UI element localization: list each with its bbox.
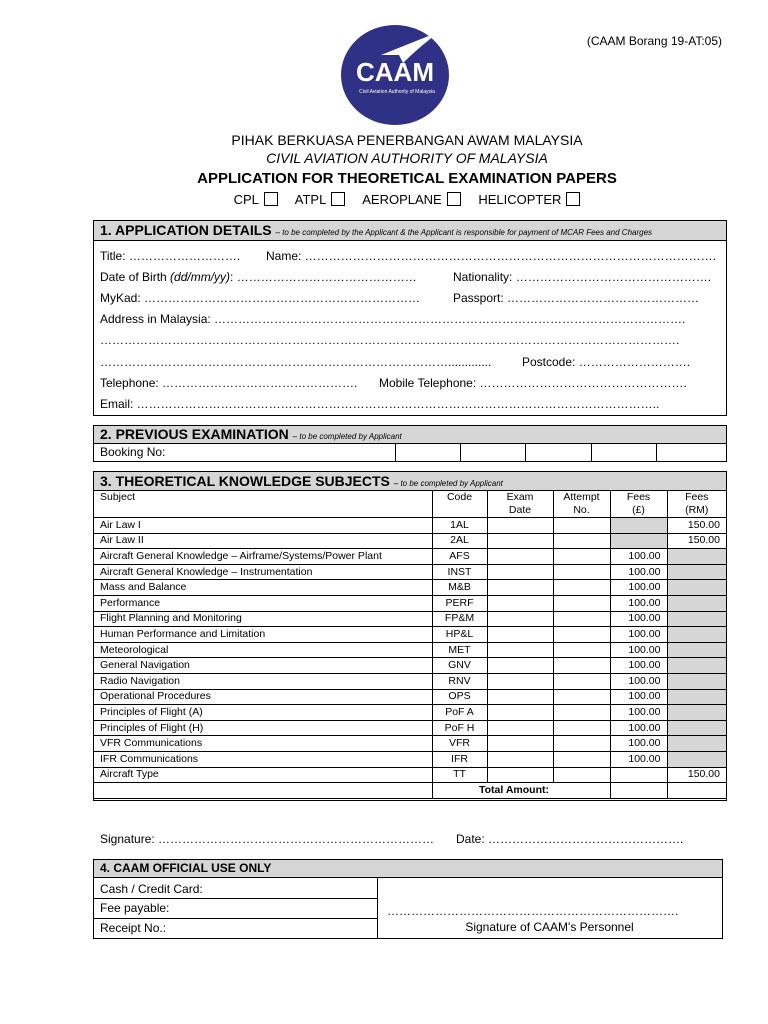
fee-rm-cell (667, 580, 726, 596)
exam-date-cell[interactable] (487, 611, 553, 627)
col-subject: Subject (94, 491, 432, 518)
previous-examination-section (93, 425, 727, 462)
booking-row (94, 444, 726, 461)
table-row (94, 518, 726, 534)
col-attempt-no (553, 491, 610, 518)
attempt-cell[interactable] (553, 595, 610, 611)
fee-gbp-cell: 100.00 (610, 611, 667, 627)
attempt-cell[interactable] (553, 627, 610, 643)
total-label: Total Amount: (432, 783, 610, 799)
fee-rm-cell (667, 642, 726, 658)
signature-date-field[interactable]: Date: …………………………………………. (456, 832, 684, 846)
col-attempt-line1: Attempt (563, 491, 600, 503)
section-1-title: 1. APPLICATION DETAILS (100, 222, 272, 238)
section-2-note: – to be completed by Applicant (292, 432, 402, 441)
subject-cell: Human Performance and Limitation (94, 627, 432, 643)
total-rm-cell[interactable] (667, 783, 726, 799)
code-cell: VFR (432, 736, 487, 752)
attempt-cell[interactable] (553, 642, 610, 658)
fee-rm-cell: 150.00 (667, 518, 726, 534)
fee-gbp-cell: 100.00 (610, 627, 667, 643)
col-fees-gbp (610, 491, 667, 518)
subjects-table (94, 491, 726, 799)
code-cell: INST (432, 564, 487, 580)
booking-cell[interactable] (395, 444, 460, 461)
exam-date-cell[interactable] (487, 595, 553, 611)
subject-cell: Mass and Balance (94, 580, 432, 596)
mobile-telephone-field[interactable]: Mobile Telephone: ……………………………………………. (379, 376, 687, 390)
helicopter-checkbox[interactable] (566, 192, 580, 206)
applicant-signature-field[interactable]: Signature: …………………………………………………………… (100, 832, 435, 846)
licence-type-row (0, 192, 768, 207)
postcode-field[interactable]: Postcode: ………………………. (522, 355, 691, 369)
exam-date-cell[interactable] (487, 705, 553, 721)
fee-rm-cell (667, 673, 726, 689)
table-row (94, 642, 726, 658)
fee-gbp-cell (610, 533, 667, 549)
address-line-3[interactable]: ……………………………………………………………………………............. (100, 355, 492, 369)
table-row (94, 580, 726, 596)
type-label-helicopter: HELICOPTER (478, 192, 562, 207)
subject-cell: Performance (94, 595, 432, 611)
attempt-cell[interactable] (553, 533, 610, 549)
dob-label: Date of Birth (100, 270, 167, 284)
table-row (94, 705, 726, 721)
attempt-cell[interactable] (553, 549, 610, 565)
subject-cell: Flight Planning and Monitoring (94, 611, 432, 627)
exam-date-cell[interactable] (487, 673, 553, 689)
fee-rm-cell (667, 564, 726, 580)
name-field[interactable]: Name: …………………………………………………………………………………………. (266, 249, 717, 263)
exam-date-cell[interactable] (487, 767, 553, 783)
exam-date-cell[interactable] (487, 658, 553, 674)
col-fees-rm (667, 491, 726, 518)
subject-cell: Aircraft General Knowledge – Instrumentation (94, 564, 432, 580)
exam-date-cell[interactable] (487, 580, 553, 596)
fee-gbp-cell: 100.00 (610, 673, 667, 689)
authority-name-malay: PIHAK BERKUASA PENERBANGAN AWAM MALAYSIA (231, 132, 583, 148)
exam-date-cell[interactable] (487, 564, 553, 580)
exam-date-cell[interactable] (487, 533, 553, 549)
fee-gbp-cell (610, 767, 667, 783)
code-cell: OPS (432, 689, 487, 705)
aeroplane-checkbox[interactable] (447, 192, 461, 206)
attempt-cell[interactable] (553, 767, 610, 783)
fee-rm-cell: 150.00 (667, 533, 726, 549)
code-cell: PoF H (432, 720, 487, 736)
caam-logo (341, 25, 451, 125)
code-cell: 1AL (432, 518, 487, 534)
section-2-title: 2. PREVIOUS EXAMINATION (100, 426, 289, 442)
exam-date-cell[interactable] (487, 627, 553, 643)
subject-cell: Principles of Flight (A) (94, 705, 432, 721)
receipt-no-label: Receipt No.: (100, 921, 167, 935)
attempt-cell[interactable] (553, 751, 610, 767)
section-2-heading (94, 426, 726, 444)
subject-cell: Air Law II (94, 533, 432, 549)
attempt-cell[interactable] (553, 611, 610, 627)
section-3-heading (94, 472, 726, 491)
fee-gbp-cell: 100.00 (610, 549, 667, 565)
dob-field[interactable] (100, 270, 417, 284)
attempt-cell[interactable] (553, 564, 610, 580)
code-cell: 2AL (432, 533, 487, 549)
fee-gbp-cell: 100.00 (610, 658, 667, 674)
type-label-cpl: CPL (233, 192, 259, 207)
col-fees-rm-line2: (RM) (685, 504, 709, 516)
fee-rm-cell (667, 611, 726, 627)
form-reference: (CAAM Borang 19-AT:05) (586, 34, 722, 48)
exam-date-cell[interactable] (487, 549, 553, 565)
fee-rm-cell: 150.00 (667, 767, 726, 783)
col-code: Code (432, 491, 487, 518)
fee-gbp-cell: 100.00 (610, 580, 667, 596)
col-attempt-line2: No. (573, 504, 590, 516)
cpl-checkbox[interactable] (264, 192, 278, 206)
divider (94, 918, 377, 919)
nationality-field[interactable]: Nationality: …………………………………………. (453, 270, 712, 284)
table-row (94, 751, 726, 767)
table-row (94, 658, 726, 674)
booking-cell[interactable] (460, 444, 525, 461)
col-exam-date (487, 491, 553, 518)
attempt-cell[interactable] (553, 580, 610, 596)
dob-dots: : ……………………………………… (230, 270, 417, 284)
table-row (94, 611, 726, 627)
table-row (94, 689, 726, 705)
table-row (94, 549, 726, 565)
code-cell: RNV (432, 673, 487, 689)
table-row (94, 595, 726, 611)
attempt-cell[interactable] (553, 689, 610, 705)
address-line-2[interactable]: ………………………………………………………………………………………………………………………………. (100, 333, 680, 347)
fee-gbp-cell: 100.00 (610, 736, 667, 752)
fee-rm-cell (667, 751, 726, 767)
subject-cell: VFR Communications (94, 736, 432, 752)
fee-gbp-cell (610, 518, 667, 534)
table-row (94, 564, 726, 580)
col-exam-date-line2: Date (508, 504, 532, 516)
table-row (94, 533, 726, 549)
fee-gbp-cell: 100.00 (610, 689, 667, 705)
divider (94, 898, 377, 899)
fee-rm-cell (667, 595, 726, 611)
subject-cell: Operational Procedures (94, 689, 432, 705)
table-row (94, 736, 726, 752)
fee-rm-cell (667, 689, 726, 705)
booking-cell[interactable] (525, 444, 590, 461)
table-row (94, 673, 726, 689)
attempt-cell[interactable] (553, 720, 610, 736)
table-row (94, 767, 726, 783)
fee-gbp-cell: 100.00 (610, 720, 667, 736)
logo-acronym: CAAM (356, 57, 434, 87)
code-cell: FP&M (432, 611, 487, 627)
type-label-aeroplane: AEROPLANE (362, 192, 442, 207)
exam-date-cell[interactable] (487, 751, 553, 767)
attempt-cell[interactable] (553, 518, 610, 534)
mykad-field[interactable]: MyKad: …………………………………………………………… (100, 291, 421, 305)
official-use-section (93, 859, 723, 939)
personnel-signature-line[interactable]: ………………………………………………………………. (387, 904, 679, 918)
exam-date-cell[interactable] (487, 720, 553, 736)
fee-gbp-cell: 100.00 (610, 705, 667, 721)
col-exam-date-line1: Exam (506, 491, 534, 503)
subject-cell: General Navigation (94, 658, 432, 674)
email-field[interactable]: Email: ………………………………………………………………………………………………………………….. (100, 397, 660, 411)
table-row (94, 627, 726, 643)
cash-credit-label: Cash / Credit Card: (100, 882, 203, 896)
atpl-checkbox[interactable] (331, 192, 345, 206)
booking-cell[interactable] (591, 444, 656, 461)
title-field[interactable]: Title: ………………………. (100, 249, 241, 263)
subject-cell: IFR Communications (94, 751, 432, 767)
theoretical-subjects-section (93, 471, 727, 801)
subject-cell: Air Law I (94, 518, 432, 534)
application-details-section (93, 220, 727, 416)
code-cell: GNV (432, 658, 487, 674)
attempt-cell[interactable] (553, 705, 610, 721)
section-4-heading: 4. CAAM OFFICIAL USE ONLY (94, 860, 722, 878)
table-row (94, 720, 726, 736)
code-cell: MET (432, 642, 487, 658)
section-3-note: – to be completed by Applicant (393, 479, 503, 488)
authority-name-english: CIVIL AVIATION AUTHORITY OF MALAYSIA (266, 150, 548, 166)
subjects-body (94, 518, 726, 783)
subject-cell: Radio Navigation (94, 673, 432, 689)
fee-gbp-cell: 100.00 (610, 751, 667, 767)
subject-cell: Meteorological (94, 642, 432, 658)
fee-gbp-cell: 100.00 (610, 642, 667, 658)
passport-field[interactable]: Passport: ………………………………………… (453, 291, 700, 305)
exam-date-cell[interactable] (487, 518, 553, 534)
code-cell: HP&L (432, 627, 487, 643)
code-cell: IFR (432, 751, 487, 767)
code-cell: AFS (432, 549, 487, 565)
exam-date-cell[interactable] (487, 642, 553, 658)
section-1-heading (94, 221, 726, 241)
fee-payable-label: Fee payable: (100, 901, 170, 915)
fee-gbp-cell: 100.00 (610, 564, 667, 580)
dob-hint: (dd/mm/yy) (170, 270, 231, 284)
code-cell: M&B (432, 580, 487, 596)
attempt-cell[interactable] (553, 658, 610, 674)
fee-rm-cell (667, 720, 726, 736)
table-header-row (94, 491, 726, 518)
address-field[interactable]: Address in Malaysia: ………………………………………………………………………………………………………. (100, 312, 686, 326)
telephone-field[interactable]: Telephone: …………………………………………. (100, 376, 358, 390)
total-gbp-cell[interactable] (610, 783, 667, 799)
fee-gbp-cell: 100.00 (610, 595, 667, 611)
form-title: APPLICATION FOR THEORETICAL EXAMINATION PAPERS (197, 170, 617, 187)
fee-rm-cell (667, 705, 726, 721)
exam-date-cell[interactable] (487, 689, 553, 705)
section-3-title: 3. THEORETICAL KNOWLEDGE SUBJECTS (100, 473, 390, 489)
fee-rm-cell (667, 736, 726, 752)
code-cell: PoF A (432, 705, 487, 721)
exam-date-cell[interactable] (487, 736, 553, 752)
col-fees-rm-line1: Fees (685, 491, 709, 503)
booking-label: Booking No: (100, 445, 166, 459)
attempt-cell[interactable] (553, 673, 610, 689)
total-spacer (94, 783, 432, 799)
booking-cell[interactable] (656, 444, 727, 461)
code-cell: PERF (432, 595, 487, 611)
section-1-note: – to be completed by the Applicant & the Applicant is responsible for payment of MCAR Fees and Charges (275, 228, 653, 237)
subject-cell: Aircraft General Knowledge – Airframe/Systems/Power Plant (94, 549, 432, 565)
code-cell: TT (432, 767, 487, 783)
attempt-cell[interactable] (553, 736, 610, 752)
subject-cell: Principles of Flight (H) (94, 720, 432, 736)
col-fees-gbp-line2: (£) (632, 504, 645, 516)
subject-cell: Aircraft Type (94, 767, 432, 783)
fee-rm-cell (667, 627, 726, 643)
personnel-signature-caption: Signature of CAAM's Personnel (465, 920, 634, 934)
fee-rm-cell (667, 658, 726, 674)
logo-subtitle: Civil Aviation Authority of Malaysia (359, 89, 435, 95)
col-fees-gbp-line1: Fees (626, 491, 651, 503)
fee-rm-cell (667, 549, 726, 565)
type-label-atpl: ATPL (294, 192, 327, 207)
total-row (94, 783, 726, 799)
